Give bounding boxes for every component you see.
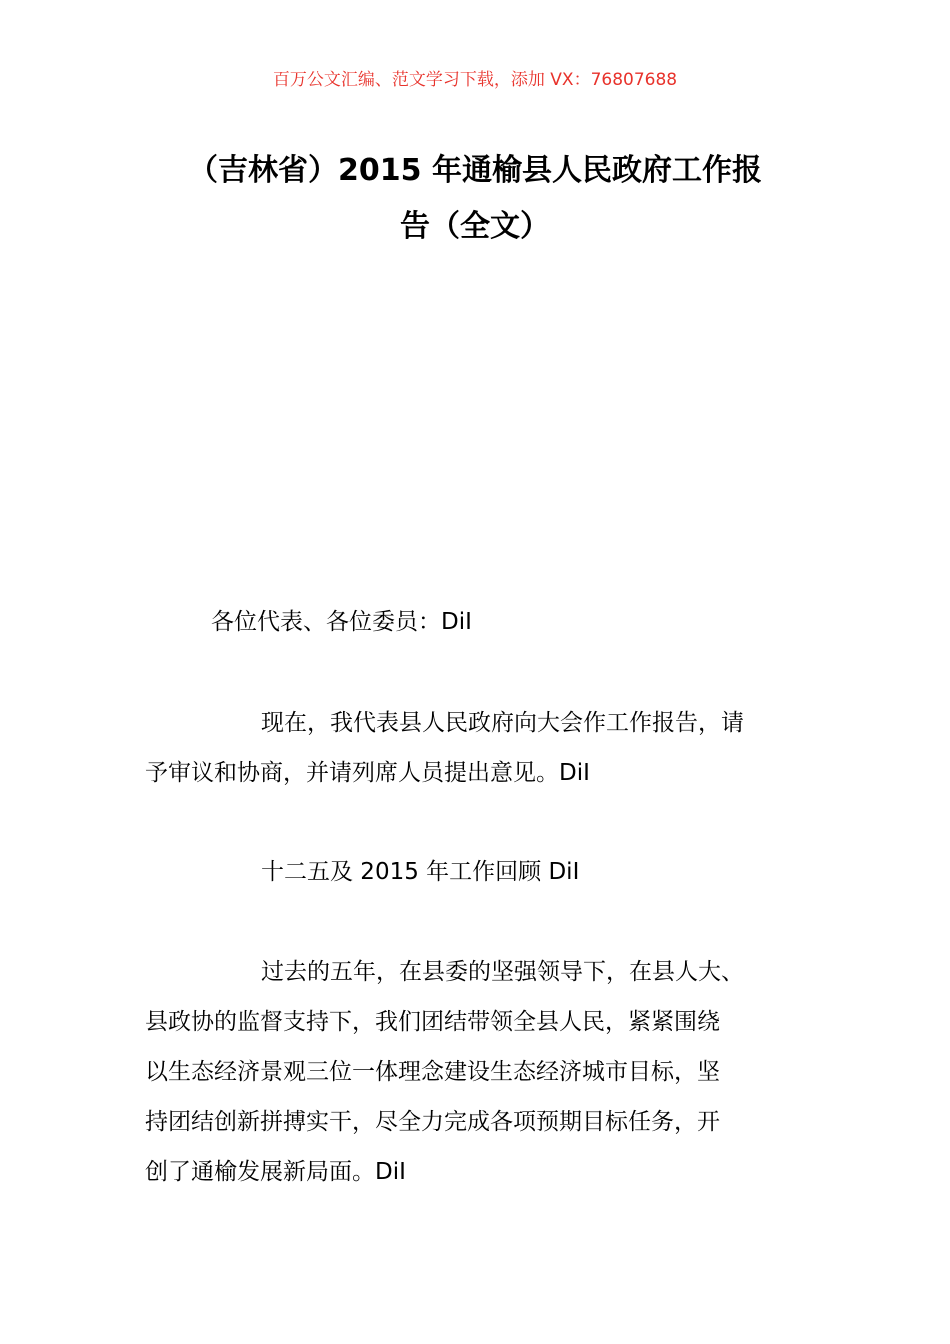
- intro-paragraph: [145, 698, 810, 798]
- section-heading: 十二五及 2015 年工作回顾 DiI: [261, 859, 580, 885]
- title-line-2: 告（全文）: [400, 209, 550, 244]
- review-line-3: 以生态经济景观三位一体理念建设生态经济城市目标，坚: [145, 1059, 720, 1085]
- review-line-2: 县政协的监督支持下，我们团结带领全县人民，紧紧围绕: [145, 1009, 720, 1035]
- salutation: 各位代表、各位委员：DiI: [211, 609, 472, 635]
- review-line-5: 创了通榆发展新局面。DiI: [145, 1159, 406, 1185]
- title-line-1: （吉林省）2015 年通榆县人民政府工作报: [188, 153, 762, 188]
- intro-line-2: 予审议和协商，并请列席人员提出意见。DiI: [145, 760, 590, 786]
- intro-line-1: 现在，我代表县人民政府向大会作工作报告，请: [261, 710, 744, 736]
- header-banner: 百万公文汇编、范文学习下载，添加 VX：76807688: [272, 70, 678, 90]
- review-line-1: 过去的五年，在县委的坚强领导下，在县人大、: [261, 959, 744, 985]
- document-title: [130, 143, 820, 255]
- review-paragraph: [145, 947, 810, 1197]
- review-line-4: 持团结创新拼搏实干，尽全力完成各项预期目标任务，开: [145, 1109, 720, 1135]
